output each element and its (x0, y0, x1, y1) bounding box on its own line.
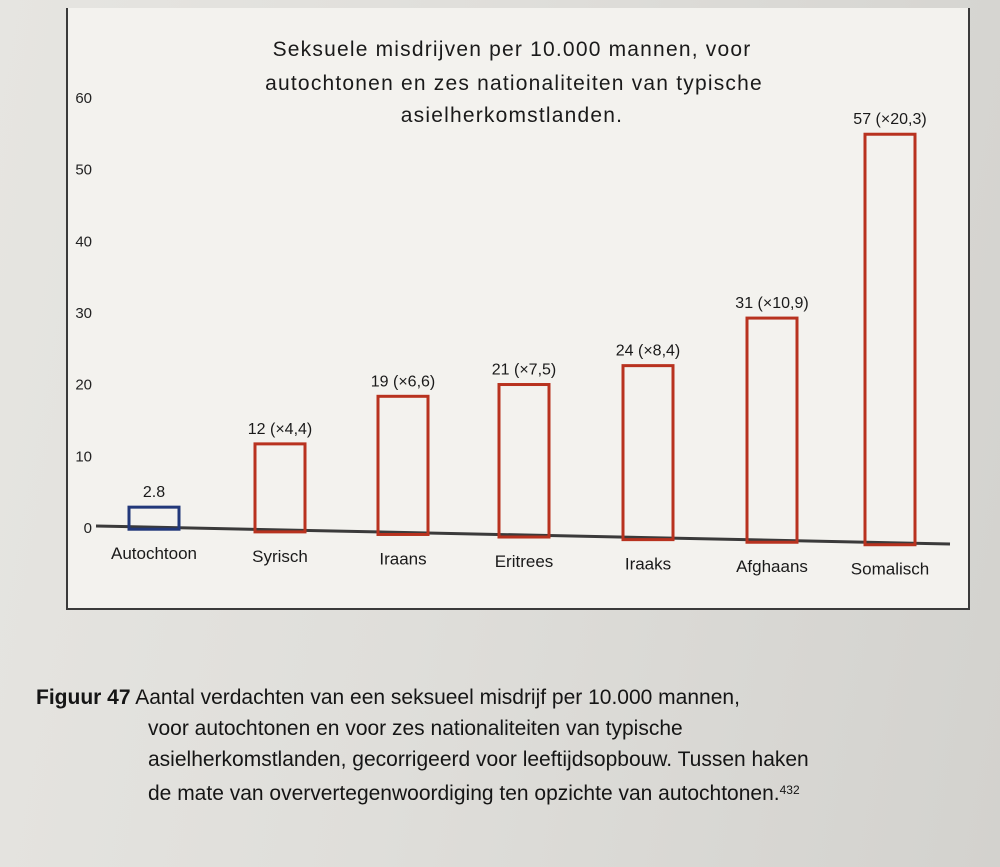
y-tick-label-40: 40 (75, 233, 92, 251)
y-tick-label-20: 20 (75, 376, 92, 394)
caption-label: Figuur 47 (36, 686, 131, 709)
caption-line-4: de mate van oververtegenwoordiging ten opzichte van autochtonen. (148, 782, 780, 805)
bar-chart (68, 8, 968, 608)
data-label-syrisch: 12 (×4,4) (247, 420, 313, 438)
bar-eritrees (499, 385, 549, 538)
y-tick-label-60: 60 (75, 90, 92, 107)
x-tick-label-iraaks: Iraaks (624, 554, 672, 574)
x-tick-label-iraans: Iraans (379, 549, 427, 569)
chart-title-line-2: autochtonen en zes nationaliteiten van typische (265, 72, 763, 95)
y-tick-label-50: 50 (75, 161, 92, 179)
chart-title-line-3: asielherkomstlanden. (400, 104, 624, 127)
bar-afghaans (747, 318, 797, 542)
figure-caption (36, 682, 966, 809)
bar-iraans (378, 396, 428, 534)
data-label-iraaks: 24 (×8,4) (615, 342, 681, 360)
caption-footnote: 432 (779, 783, 800, 797)
y-tick-label-0: 0 (83, 520, 92, 537)
caption-line-3: asielherkomstlanden, gecorrigeerd voor leeftijdsopbouw. Tussen haken (148, 748, 809, 771)
bar-somalisch (865, 134, 915, 545)
data-label-somalisch: 57 (×20,3) (853, 111, 927, 129)
x-tick-label-eritrees: Eritrees (494, 552, 554, 572)
bar-syrisch (255, 444, 305, 532)
y-tick-label-10: 10 (75, 448, 92, 466)
x-axis-line (96, 526, 950, 544)
x-tick-label-somalisch: Somalisch (850, 559, 930, 579)
chart-title-line-1: Seksuele misdrijven per 10.000 mannen, voor (272, 38, 752, 61)
x-tick-label-autochtoon: Autochtoon (110, 544, 198, 564)
data-label-autochtoon: 2.8 (142, 484, 166, 502)
data-label-iraans: 19 (×6,6) (370, 373, 436, 391)
caption-line-2: voor autochtonen en voor zes nationaliteiten van typische (148, 717, 683, 740)
bar-iraaks (623, 366, 673, 540)
x-tick-label-afghaans: Afghaans (736, 557, 808, 577)
y-tick-label-30: 30 (75, 305, 92, 322)
figure-box (66, 8, 970, 610)
data-label-eritrees: 21 (×7,5) (491, 361, 557, 379)
caption-line-1: Aantal verdachten van een seksueel misdrijf per 10.000 mannen, (135, 686, 740, 709)
data-label-afghaans: 31 (×10,9) (735, 295, 809, 313)
x-tick-label-syrisch: Syrisch (252, 546, 308, 566)
